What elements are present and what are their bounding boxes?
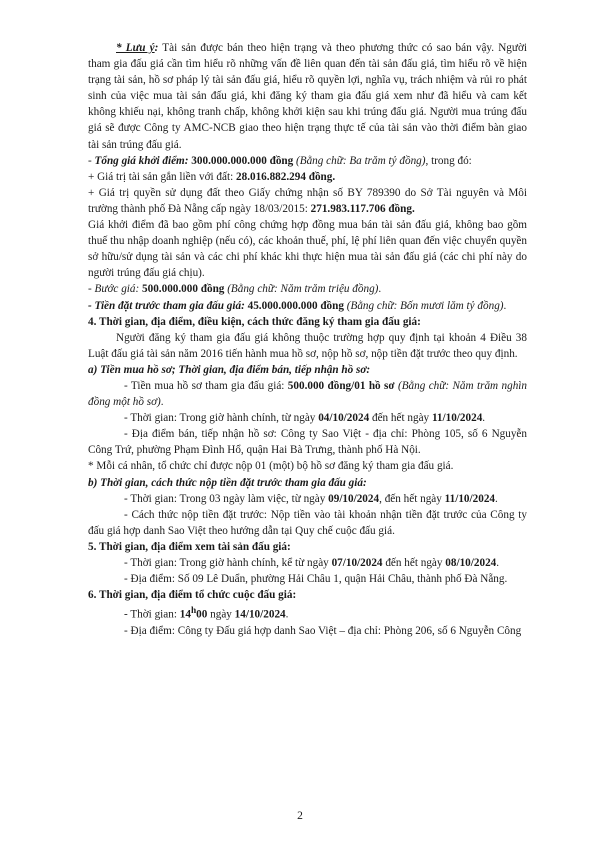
auction-time-hour-sup: h <box>190 606 197 617</box>
deposit-words: (Bằng chữ: Bốn mươi lăm tỷ đồng) <box>343 299 504 312</box>
assets-value-label: + Giá trị tài sản gắn liền với đất: <box>88 170 236 183</box>
auction-time-line <box>88 603 527 623</box>
starting-price-suffix: , trong đó: <box>425 154 472 167</box>
page-number: 2 <box>297 810 303 822</box>
assets-value-line <box>88 169 527 185</box>
starting-price-prefix: - <box>88 154 95 167</box>
view-place-line: - Địa điểm: Số 09 Lê Duẩn, phường Hải Châu 1, quận Hải Châu, thành phố Đà Nẵng. <box>124 573 508 586</box>
view-time-from: 07/10/2024 <box>331 557 383 569</box>
doc-fee-end: . <box>160 396 164 409</box>
land-value-label: + Giá trị quyền sử dụng đất theo Giấy chứng nhận số BY 789390 do Sở Tài nguyên và Môi trường thành phố Đà Nẵng cấp ngày 18/03/2015: <box>88 186 527 215</box>
auction-time-mid: ngày <box>207 609 235 622</box>
doc-fee-value: 500.000 đồng/01 hồ sơ <box>287 379 395 392</box>
deposit-end: . <box>503 299 507 312</box>
doc-fee-words: (Bằng chữ: Năm trăm nghìn đồng một hồ sơ) <box>88 379 527 409</box>
doc-time-line <box>88 410 527 426</box>
doc-time-label: - Thời gian: Trong giờ hành chính, từ ngày <box>124 412 319 425</box>
doc-fee-label: - Tiền mua hồ sơ tham gia đấu giá: <box>124 379 288 392</box>
land-value-amount: 271.983.117.706 đồng. <box>310 202 415 215</box>
section-4-intro: Người đăng ký tham gia đấu giá không thuộc trường hợp quy định tại khoản 4 Điều 38 Luật đấu giá tài sản năm 2016 tiến hành mua hồ sơ, nộp hồ sơ, nộp tiền đặt trước theo quy định. <box>88 331 527 360</box>
note-text: Tài sản được bán theo hiện trạng và theo phương thức có sao bán vậy. Người tham gia đấu giá cần tìm hiểu rõ những vấn đề liên quan đến tài sản đấu giá, tìm hiểu rõ về hiện trạng tài sản, hồ sơ pháp lý tài sản đấu giá, hiểu rõ quyền lợi, nghĩa vụ, trách nhiệm và rủi ro phát sinh của việc mua tài sản đấu giá, khi đăng ký tham gia đấu giá xem như đã hiểu và cam kết không khiếu nại, không tranh chấp, không khởi kiện sau khi trúng đấu giá. Người mua trúng đấu giá sẽ được Công ty AMC-NCB giao theo hiện trạng thực tế của tài sản vào thời điểm bàn giao tài sản trúng đấu giá. <box>88 42 527 151</box>
deposit-time-to: 11/10/2024 <box>444 492 496 505</box>
starting-price-words: (Bằng chữ: Ba trăm tỷ đồng) <box>293 154 426 167</box>
bid-step-end: . <box>378 283 382 296</box>
deposit-line <box>88 298 527 314</box>
view-time-end: . <box>496 557 500 569</box>
land-value-line <box>88 185 527 217</box>
view-time-mid: đến hết ngày <box>382 557 446 569</box>
price-inclusions: Giá khởi điểm đã bao gồm phí công chứng hợp đồng mua bán tài sản đấu giá, không bao gồm thuế thu nhập doanh nghiệp (nếu có), các khoản thuế, phí, lệ phí liên quan đến việc chuyển quyền sở hữu/sử dụng tài sản và các chi phí khác khi thực hiện mua tài sản đấu giá (các chi phí này do người trúng đấu giá chịu). <box>88 219 527 280</box>
doc-fee-line <box>88 378 527 410</box>
assets-value-amount: 28.016.882.294 đồng. <box>236 170 336 183</box>
note-label: * Lưu ý <box>116 42 155 54</box>
doc-time-mid: đến hết ngày <box>369 412 432 425</box>
auction-place-line: - Địa điểm: Công ty Đấu giá hợp danh Sao Việt – địa chỉ: Phòng 206, số 6 Nguyễn Công <box>124 625 522 638</box>
view-time-label: - Thời gian: Trong giờ hành chính, kể từ ngày <box>124 557 332 569</box>
bid-step-label: - Bước giá: <box>88 283 140 296</box>
starting-price-value: 300.000.000.000 đồng <box>188 154 294 167</box>
doc-time-from: 04/10/2024 <box>318 412 370 425</box>
view-time-line <box>88 555 527 571</box>
bid-step-words: (Bằng chữ: Năm trăm triệu đồng) <box>224 283 379 296</box>
doc-time-to: 11/10/2024 <box>431 412 483 425</box>
deposit-time-mid: , đến hết ngày <box>379 492 445 505</box>
one-set-note: * Mỗi cá nhân, tổ chức chỉ được nộp 01 (một) bộ hồ sơ đăng ký tham gia đấu giá. <box>88 460 454 473</box>
doc-time-end: . <box>482 412 486 425</box>
deposit-time-label: - Thời gian: Trong 03 ngày làm việc, từ ngày <box>124 492 329 505</box>
auction-time-hour: 14 <box>179 609 191 622</box>
bid-step-value: 500.000.000 đồng <box>139 283 225 296</box>
starting-price-label: Tổng giá khởi điểm: <box>94 154 189 167</box>
deposit-value: 45.000.000.000 đồng <box>244 299 344 312</box>
deposit-label: - Tiền đặt trước tham gia đấu giá: <box>88 299 245 312</box>
starting-price-line <box>88 153 527 169</box>
auction-time-end: . <box>285 609 289 622</box>
auction-time-label: - Thời gian: <box>124 609 180 622</box>
view-time-to: 08/10/2024 <box>445 557 497 569</box>
doc-place-line: - Địa điểm bán, tiếp nhận hồ sơ: Công ty Sao Việt - địa chỉ: Phòng 105, số 6 Nguyễn Công Trứ, phường Phạm Đình Hổ, quận Hai Bà Trưng, thành phố Hà Nội. <box>88 428 527 457</box>
section-5-heading: 5. Thời gian, địa điểm xem tài sản đấu giá: <box>88 540 291 553</box>
deposit-time-from: 09/10/2024 <box>328 492 380 505</box>
deposit-time-line <box>88 491 527 507</box>
auction-time-minute: 00 <box>196 609 208 622</box>
section-6-heading: 6. Thời gian, địa điểm tổ chức cuộc đấu giá: <box>88 589 297 602</box>
section-4a-heading: a) Tiền mua hồ sơ; Thời gian, địa điểm bán, tiếp nhận hồ sơ: <box>88 363 371 376</box>
note-colon: : <box>154 42 159 54</box>
section-4-heading: 4. Thời gian, địa điểm, điều kiện, cách thức đăng ký tham gia đấu giá: <box>88 315 421 328</box>
auction-time-date: 14/10/2024 <box>234 609 286 622</box>
note-paragraph <box>88 40 527 153</box>
section-4b-heading: b) Thời gian, cách thức nộp tiền đặt trước tham gia đấu giá: <box>88 476 367 489</box>
bid-step-line <box>88 281 527 297</box>
deposit-time-end: . <box>495 492 498 505</box>
deposit-method-line: - Cách thức nộp tiền đặt trước: Nộp tiền vào tài khoản nhận tiền đặt trước của Công ty đấu giá hợp danh Sao Việt theo hướng dẫn tại Quy chế cuộc đấu giá. <box>88 508 527 537</box>
